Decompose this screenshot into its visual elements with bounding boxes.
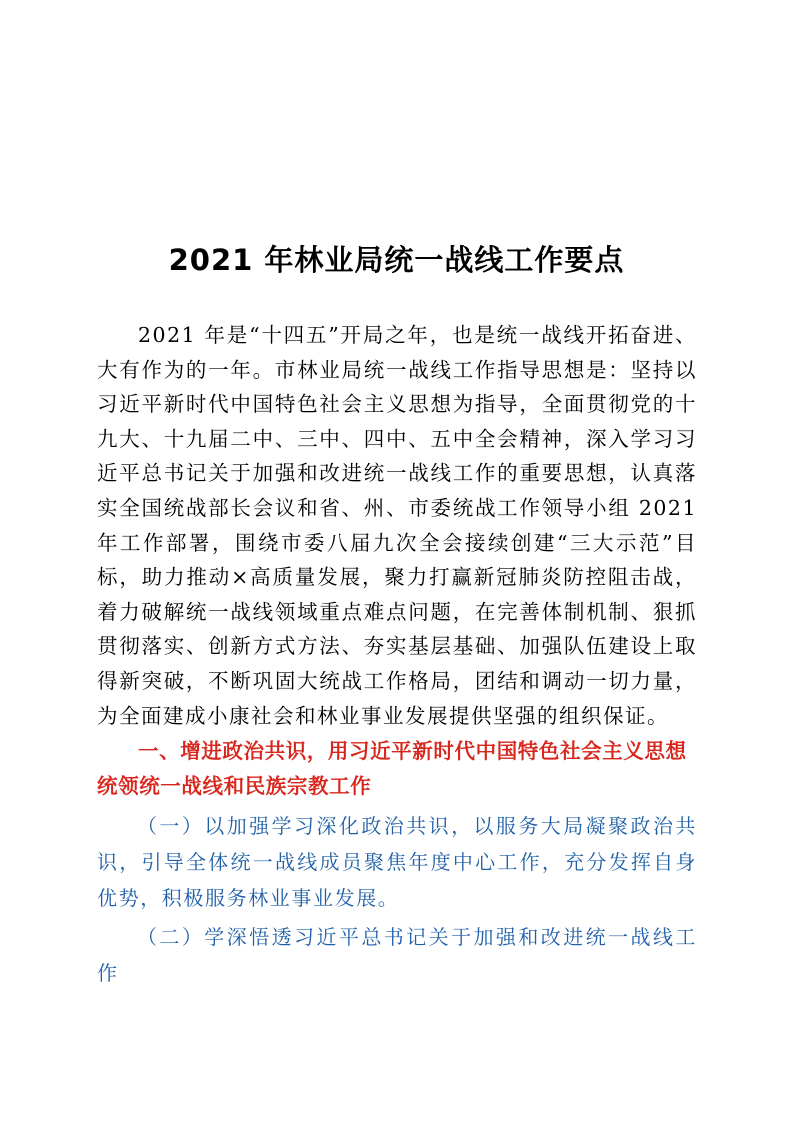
document-body xyxy=(97,318,697,991)
section-heading: 一、增进政治共识，用习近平新时代中国特色社会主义思想统领统一战线和民族宗教工作 xyxy=(97,739,687,798)
sub-item-2: （二）学深悟透习近平总书记关于加强和改进统一战线工作 xyxy=(97,925,697,985)
sub-item-1: （一）以加强学习深化政治共识，以服务大局凝聚政治共识，引导全体统一战线成员聚焦年度中心工作，充分发挥自身优势，积极服务林业事业发展。 xyxy=(97,814,697,910)
document-title: 2021 年林业局统一战线工作要点 xyxy=(168,243,625,277)
intro-paragraph: 2021 年是“十四五”开局之年，也是统一战线开拓奋进、大有作为的一年。市林业局统一战线工作指导思想是：坚持以习近平新时代中国特色社会主义思想为指导，全面贯彻党的十九大、十九届二中、三中、四中、五中全会精神，深入学习习近平总书记关于加强和改进统一战线工作的重要思想，认真落实全国统战部长会议和省、州、市委统战工作领导小组 2021 年工作部署，围绕市委八届九次全会接续创建“三大示范”目标，助力推动×高质量发展，聚力打赢新冠肺炎防控阻击战，着力破解统一战线领域重点难点问题，在完善体制机制、狠抓贯彻落实、创新方式方法、夯实基层基础、加强队伍建设上取得新突破，不断巩固大统战工作格局，团结和调动一切力量，为全面建成小康社会和林业事业发展提供坚强的组织保证。 xyxy=(97,323,697,728)
